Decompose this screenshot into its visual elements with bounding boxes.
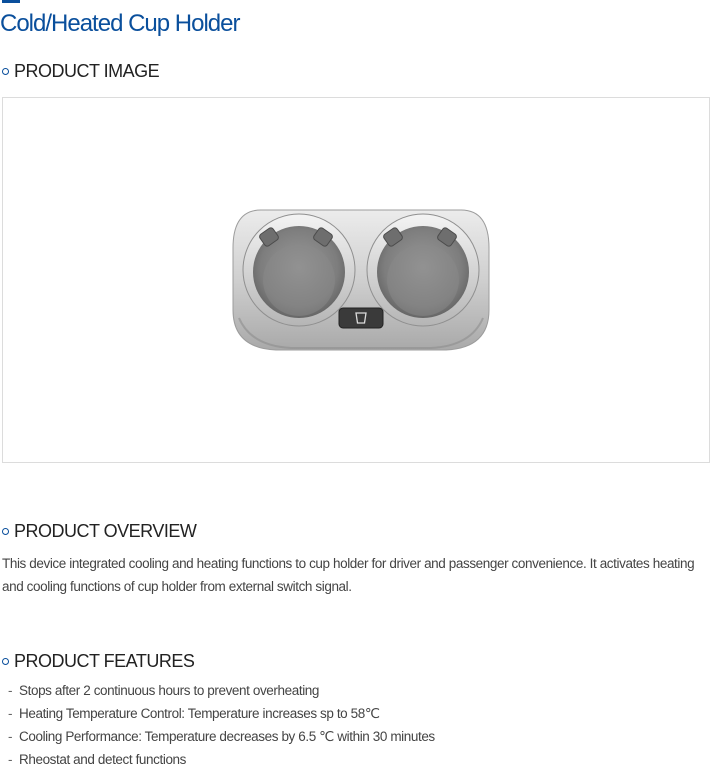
feature-text: Cooling Performance: Temperature decreases by 6.5 ℃ within 30 minutes <box>19 729 435 744</box>
product-image-frame <box>2 97 710 463</box>
bullet-circle-icon <box>2 528 9 535</box>
page-title: Cold/Heated Cup Holder <box>0 10 240 37</box>
feature-item <box>8 679 435 702</box>
feature-text: Stops after 2 continuous hours to prevent overheating <box>19 683 320 698</box>
section-heading-product-overview <box>2 521 196 542</box>
bullet-circle-icon <box>2 658 9 665</box>
section-heading-product-features <box>2 651 194 672</box>
section-heading-label: PRODUCT IMAGE <box>14 61 160 81</box>
dash-bullet: - <box>8 706 13 721</box>
product-overview-text: This device integrated cooling and heating functions to cup holder for driver and passenger convenience. It activates heating and cooling functions of cup holder from external switch signal. <box>2 556 695 594</box>
title-accent-bar <box>2 0 20 3</box>
feature-item <box>8 748 435 771</box>
dash-bullet: - <box>8 752 13 767</box>
feature-text: Rheostat and detect functions <box>19 752 187 767</box>
section-heading-label: PRODUCT OVERVIEW <box>14 521 197 541</box>
feature-list <box>8 679 435 771</box>
feature-text: Heating Temperature Control: Temperature increases sp to 58℃ <box>19 706 380 721</box>
section-heading-product-image <box>2 61 159 82</box>
section-heading-label: PRODUCT FEATURES <box>14 651 195 671</box>
dash-bullet: - <box>8 729 13 744</box>
dash-bullet: - <box>8 683 13 698</box>
cup-holder-product-image <box>231 208 491 356</box>
feature-item <box>8 702 435 725</box>
cup-switch-button <box>339 308 383 328</box>
feature-item <box>8 725 435 748</box>
bullet-circle-icon <box>2 68 9 75</box>
